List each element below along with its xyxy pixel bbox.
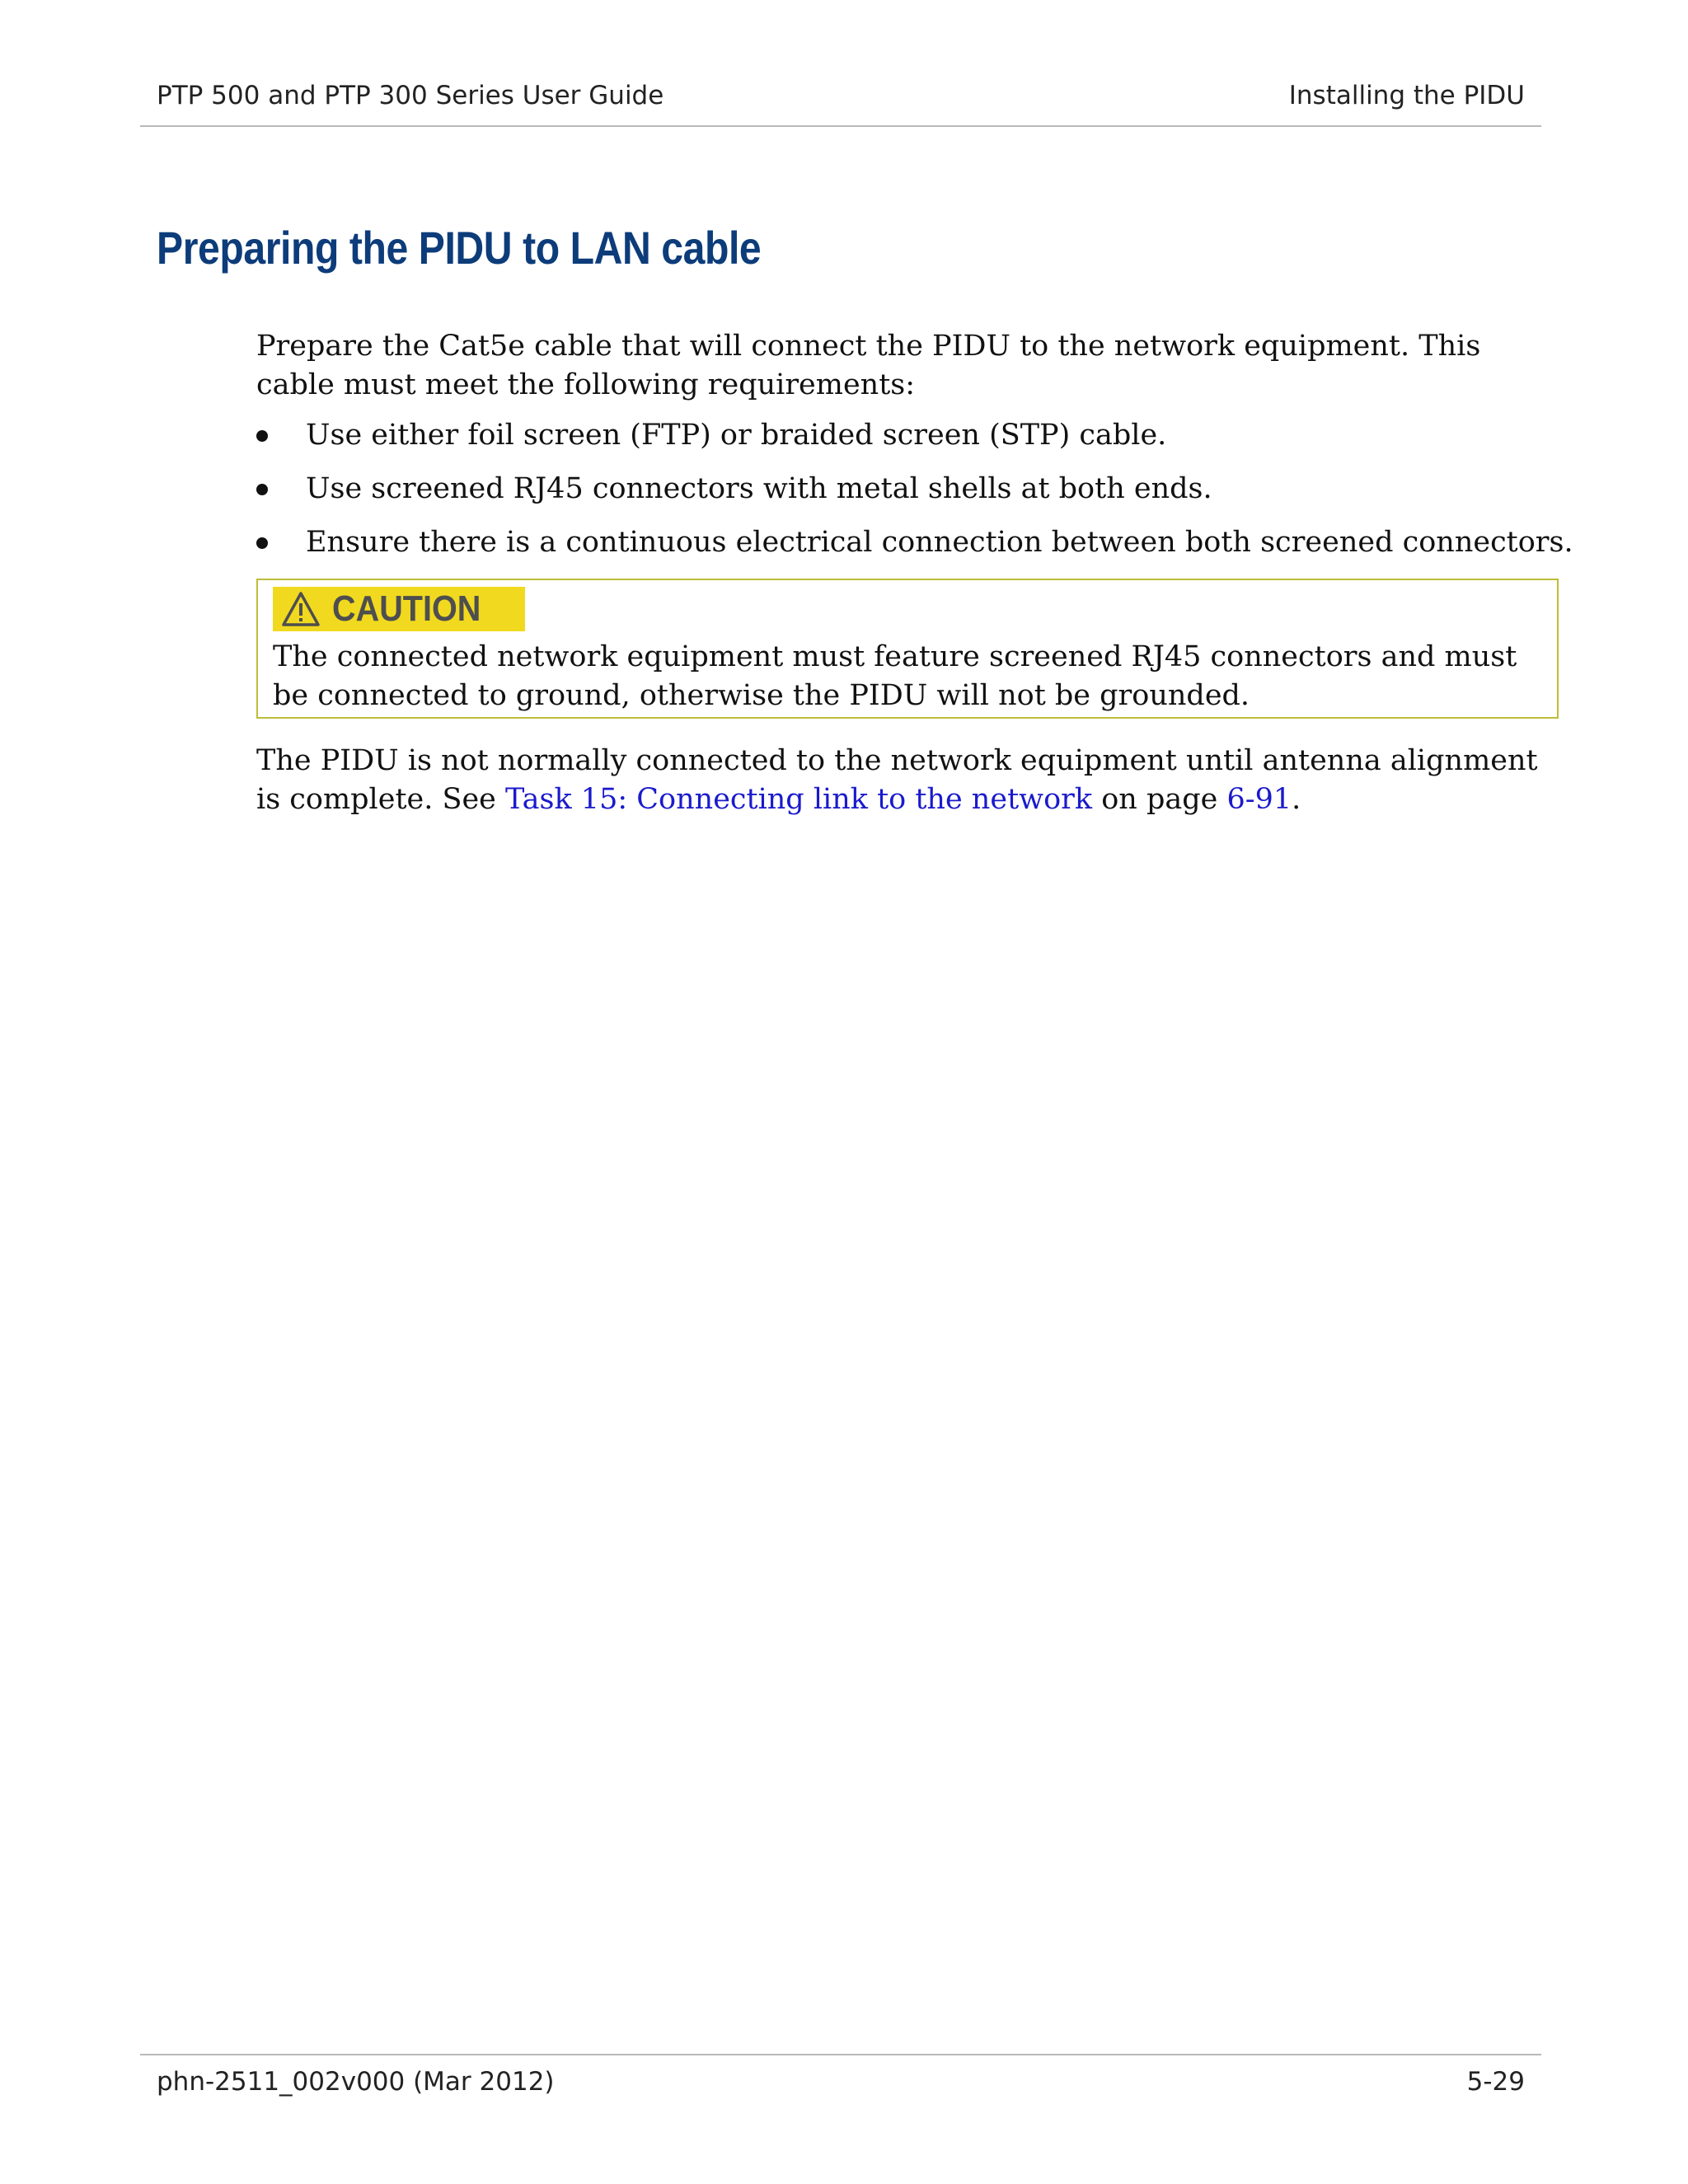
- page-reference-link[interactable]: 6-91: [1226, 783, 1292, 816]
- bullet-icon: [256, 484, 268, 495]
- caution-label: CAUTION: [332, 588, 481, 629]
- caution-badge: [273, 587, 525, 631]
- bullet-icon: [256, 430, 268, 442]
- list-item: [256, 470, 1575, 509]
- caution-text: The connected network equipment must feature screened RJ45 connectors and must be connected to ground, otherwise the PIDU will not be grounded.: [273, 640, 1517, 712]
- footer-page-number: 5-29: [1466, 2067, 1525, 2097]
- task-15-link[interactable]: Task 15: Connecting link to the network: [505, 783, 1093, 816]
- footer-divider: [140, 2054, 1541, 2055]
- warning-triangle-icon: [281, 591, 321, 627]
- page-footer: [157, 2067, 1525, 2102]
- list-item-text: Use either foil screen (FTP) or braided screen (STP) cable.: [306, 419, 1167, 452]
- header-section-title: Installing the PIDU: [1288, 81, 1525, 110]
- list-item-text: Ensure there is a continuous electrical connection between both screened connectors.: [306, 526, 1573, 559]
- closing-text-middle: on page: [1092, 783, 1227, 816]
- page-header: [157, 81, 1525, 115]
- header-divider: [140, 125, 1541, 127]
- bullet-icon: [256, 537, 268, 549]
- requirements-list: [256, 416, 1575, 577]
- page-title: Preparing the PIDU to LAN cable: [157, 222, 762, 274]
- caution-box: [256, 579, 1559, 719]
- list-item: [256, 523, 1575, 562]
- intro-paragraph: Prepare the Cat5e cable that will connect the PIDU to the network equipment. This cable must meet the following requirements:: [256, 330, 1481, 401]
- closing-paragraph: [256, 742, 1559, 819]
- closing-text-end: .: [1292, 783, 1301, 816]
- list-item: [256, 416, 1575, 455]
- closing-text-start: The PIDU is not normally connected to the network equipment until antenna alignment is complete. See: [256, 744, 1538, 816]
- footer-document-id: phn-2511_002v000 (Mar 2012): [157, 2067, 555, 2097]
- list-item-text: Use screened RJ45 connectors with metal shells at both ends.: [306, 472, 1212, 505]
- header-document-title: PTP 500 and PTP 300 Series User Guide: [157, 81, 664, 110]
